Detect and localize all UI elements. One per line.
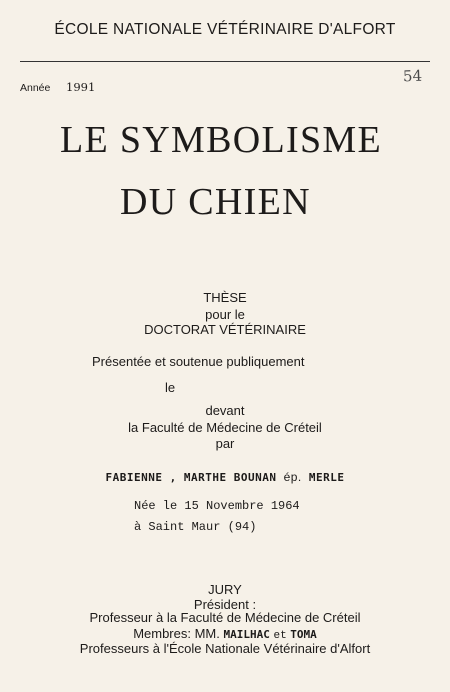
thesis-for: pour le (205, 307, 245, 322)
jury-title: JURY (208, 582, 242, 597)
thesis-degree: DOCTORAT VÉTÉRINAIRE (144, 322, 306, 337)
author-line (0, 470, 450, 484)
school-name: ÉCOLE NATIONALE VÉTÉRINAIRE D'ALFORT (54, 21, 396, 38)
title-line-2: DU CHIEN (120, 181, 311, 223)
header-divider (20, 61, 430, 62)
author-ep: ép. (283, 470, 302, 484)
author-middle-name: MARTHE (183, 471, 227, 484)
stamp-number: 54 (402, 66, 423, 86)
jury-members-conj: et (273, 630, 287, 642)
devant-label: devant (205, 403, 245, 418)
jury-members-label: Membres: MM. (133, 626, 220, 641)
author-last-name: BOUNAN (233, 471, 277, 484)
author-separator: , (169, 471, 177, 484)
faculty-line: la Faculté de Médecine de Créteil (128, 420, 322, 435)
jury-members (0, 626, 450, 642)
year-value: 1991 (66, 80, 96, 94)
birth-date: Née le 15 Novembre 1964 (134, 499, 300, 513)
thesis-type: THÈSE (203, 290, 247, 305)
author-married-name: MERLE (308, 471, 345, 484)
year-label: Année (20, 82, 51, 94)
title-line-1: LE SYMBOLISME (60, 119, 382, 161)
par-label: par (215, 436, 235, 451)
jury-members-detail: Professeurs à l'École Nationale Vétérinaire d'Alfort (79, 641, 371, 656)
jury-president-detail: Professeur à la Faculté de Médecine de Créteil (89, 610, 361, 625)
jury-president: Président : (193, 597, 257, 612)
author-first-name: FABIENNE (105, 471, 163, 484)
date-label: le (165, 380, 176, 395)
birth-place: à Saint Maur (94) (134, 520, 257, 534)
jury-member-2: TOMA (290, 628, 317, 641)
jury-member-1: MAILHAC (223, 628, 270, 641)
presentation-line: Présentée et soutenue publiquement (92, 354, 305, 369)
